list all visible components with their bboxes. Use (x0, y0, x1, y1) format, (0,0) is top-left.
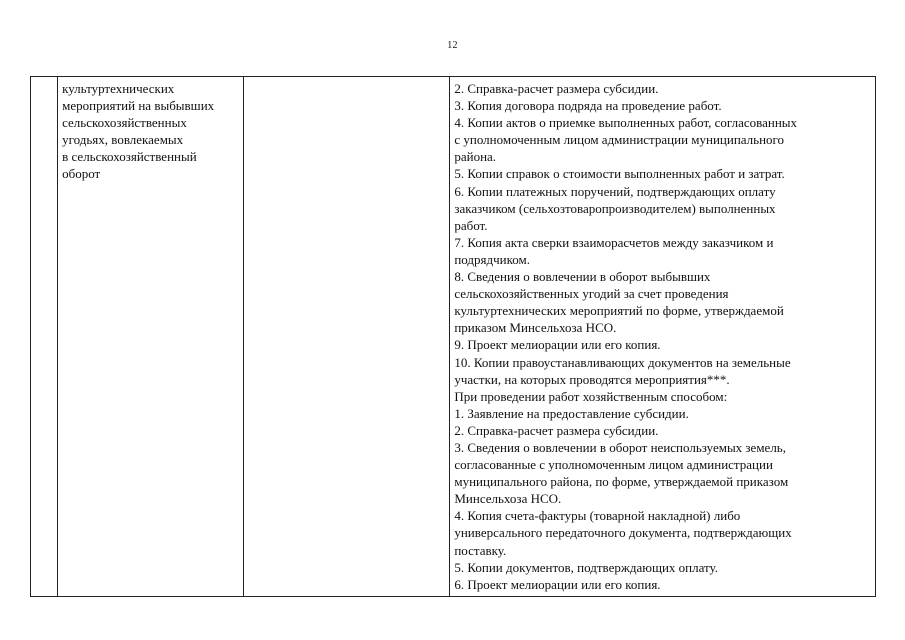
documents-list-text (454, 80, 871, 593)
list-item: муниципального района, по форме, утверждаемой приказом (454, 474, 789, 490)
section-heading: При проведении работ хозяйственным способом: (454, 388, 728, 404)
cell-number (31, 77, 58, 597)
list-item: 5. Копии документов, подтверждающих оплату. (454, 559, 719, 575)
list-item: согласованные с уполномоченным лицом администрации (454, 457, 773, 473)
list-item: универсального передаточного документа, подтверждающих (454, 525, 792, 541)
list-item: с уполномоченным лицом администрации муниципального (454, 132, 785, 148)
text-line: культуртехнических (62, 81, 175, 96)
list-item: культуртехнических мероприятий по форме, утверждаемой (454, 303, 784, 319)
cell-documents-list (450, 77, 876, 597)
list-item: 4. Копия счета-фактуры (товарной накладной) либо (454, 508, 741, 524)
list-item: 7. Копия акта сверки взаиморасчетов между заказчиком и (454, 234, 774, 250)
text-line: оборот (62, 166, 101, 182)
list-item: 3. Копия договора подряда на проведение работ. (454, 98, 722, 114)
list-item: 2. Справка-расчет размера субсидии. (454, 81, 659, 96)
list-item: подрядчиком. (454, 251, 531, 267)
list-item: приказом Минсельхоза НСО. (454, 320, 617, 336)
measure-name-text (62, 80, 239, 183)
list-item: 8. Сведения о вовлечении в оборот выбывших (454, 269, 711, 285)
list-item: 5. Копии справок о стоимости выполненных работ и затрат. (454, 166, 785, 182)
list-item: работ. (454, 217, 488, 233)
list-item: 1. Заявление на предоставление субсидии. (454, 405, 689, 421)
list-item: сельскохозяйственных угодий за счет проведения (454, 286, 729, 302)
list-item: Минсельхоза НСО. (454, 491, 562, 507)
list-item: 9. Проект мелиорации или его копия. (454, 337, 661, 353)
document-table (30, 76, 876, 597)
text-line: сельскохозяйственных (62, 115, 187, 131)
list-item: района. (454, 149, 497, 165)
text-line: угодьях, вовлекаемых (62, 132, 184, 148)
table-row (31, 77, 876, 597)
cell-measure-name (58, 77, 244, 597)
list-item: 3. Сведения о вовлечении в оборот неиспользуемых земель, (454, 439, 786, 455)
list-item: 2. Справка-расчет размера субсидии. (454, 422, 659, 438)
list-item: участки, на которых проводятся мероприятия***. (454, 371, 730, 387)
list-item: заказчиком (сельхозтоваропроизводителем) выполненных (454, 200, 776, 216)
list-item: 10. Копии правоустанавливающих документов на земельные (454, 354, 791, 370)
page-number: 12 (447, 40, 458, 51)
list-item: 6. Копии платежных поручений, подтверждающих оплату (454, 183, 776, 199)
cell-empty (243, 77, 450, 597)
list-item: 6. Проект мелиорации или его копия. (454, 576, 661, 592)
text-line: мероприятий на выбывших (62, 98, 215, 114)
list-item: поставку. (454, 542, 507, 558)
list-item: 4. Копии актов о приемке выполненных работ, согласованных (454, 115, 798, 131)
text-line: в сельскохозяйственный (62, 149, 197, 165)
